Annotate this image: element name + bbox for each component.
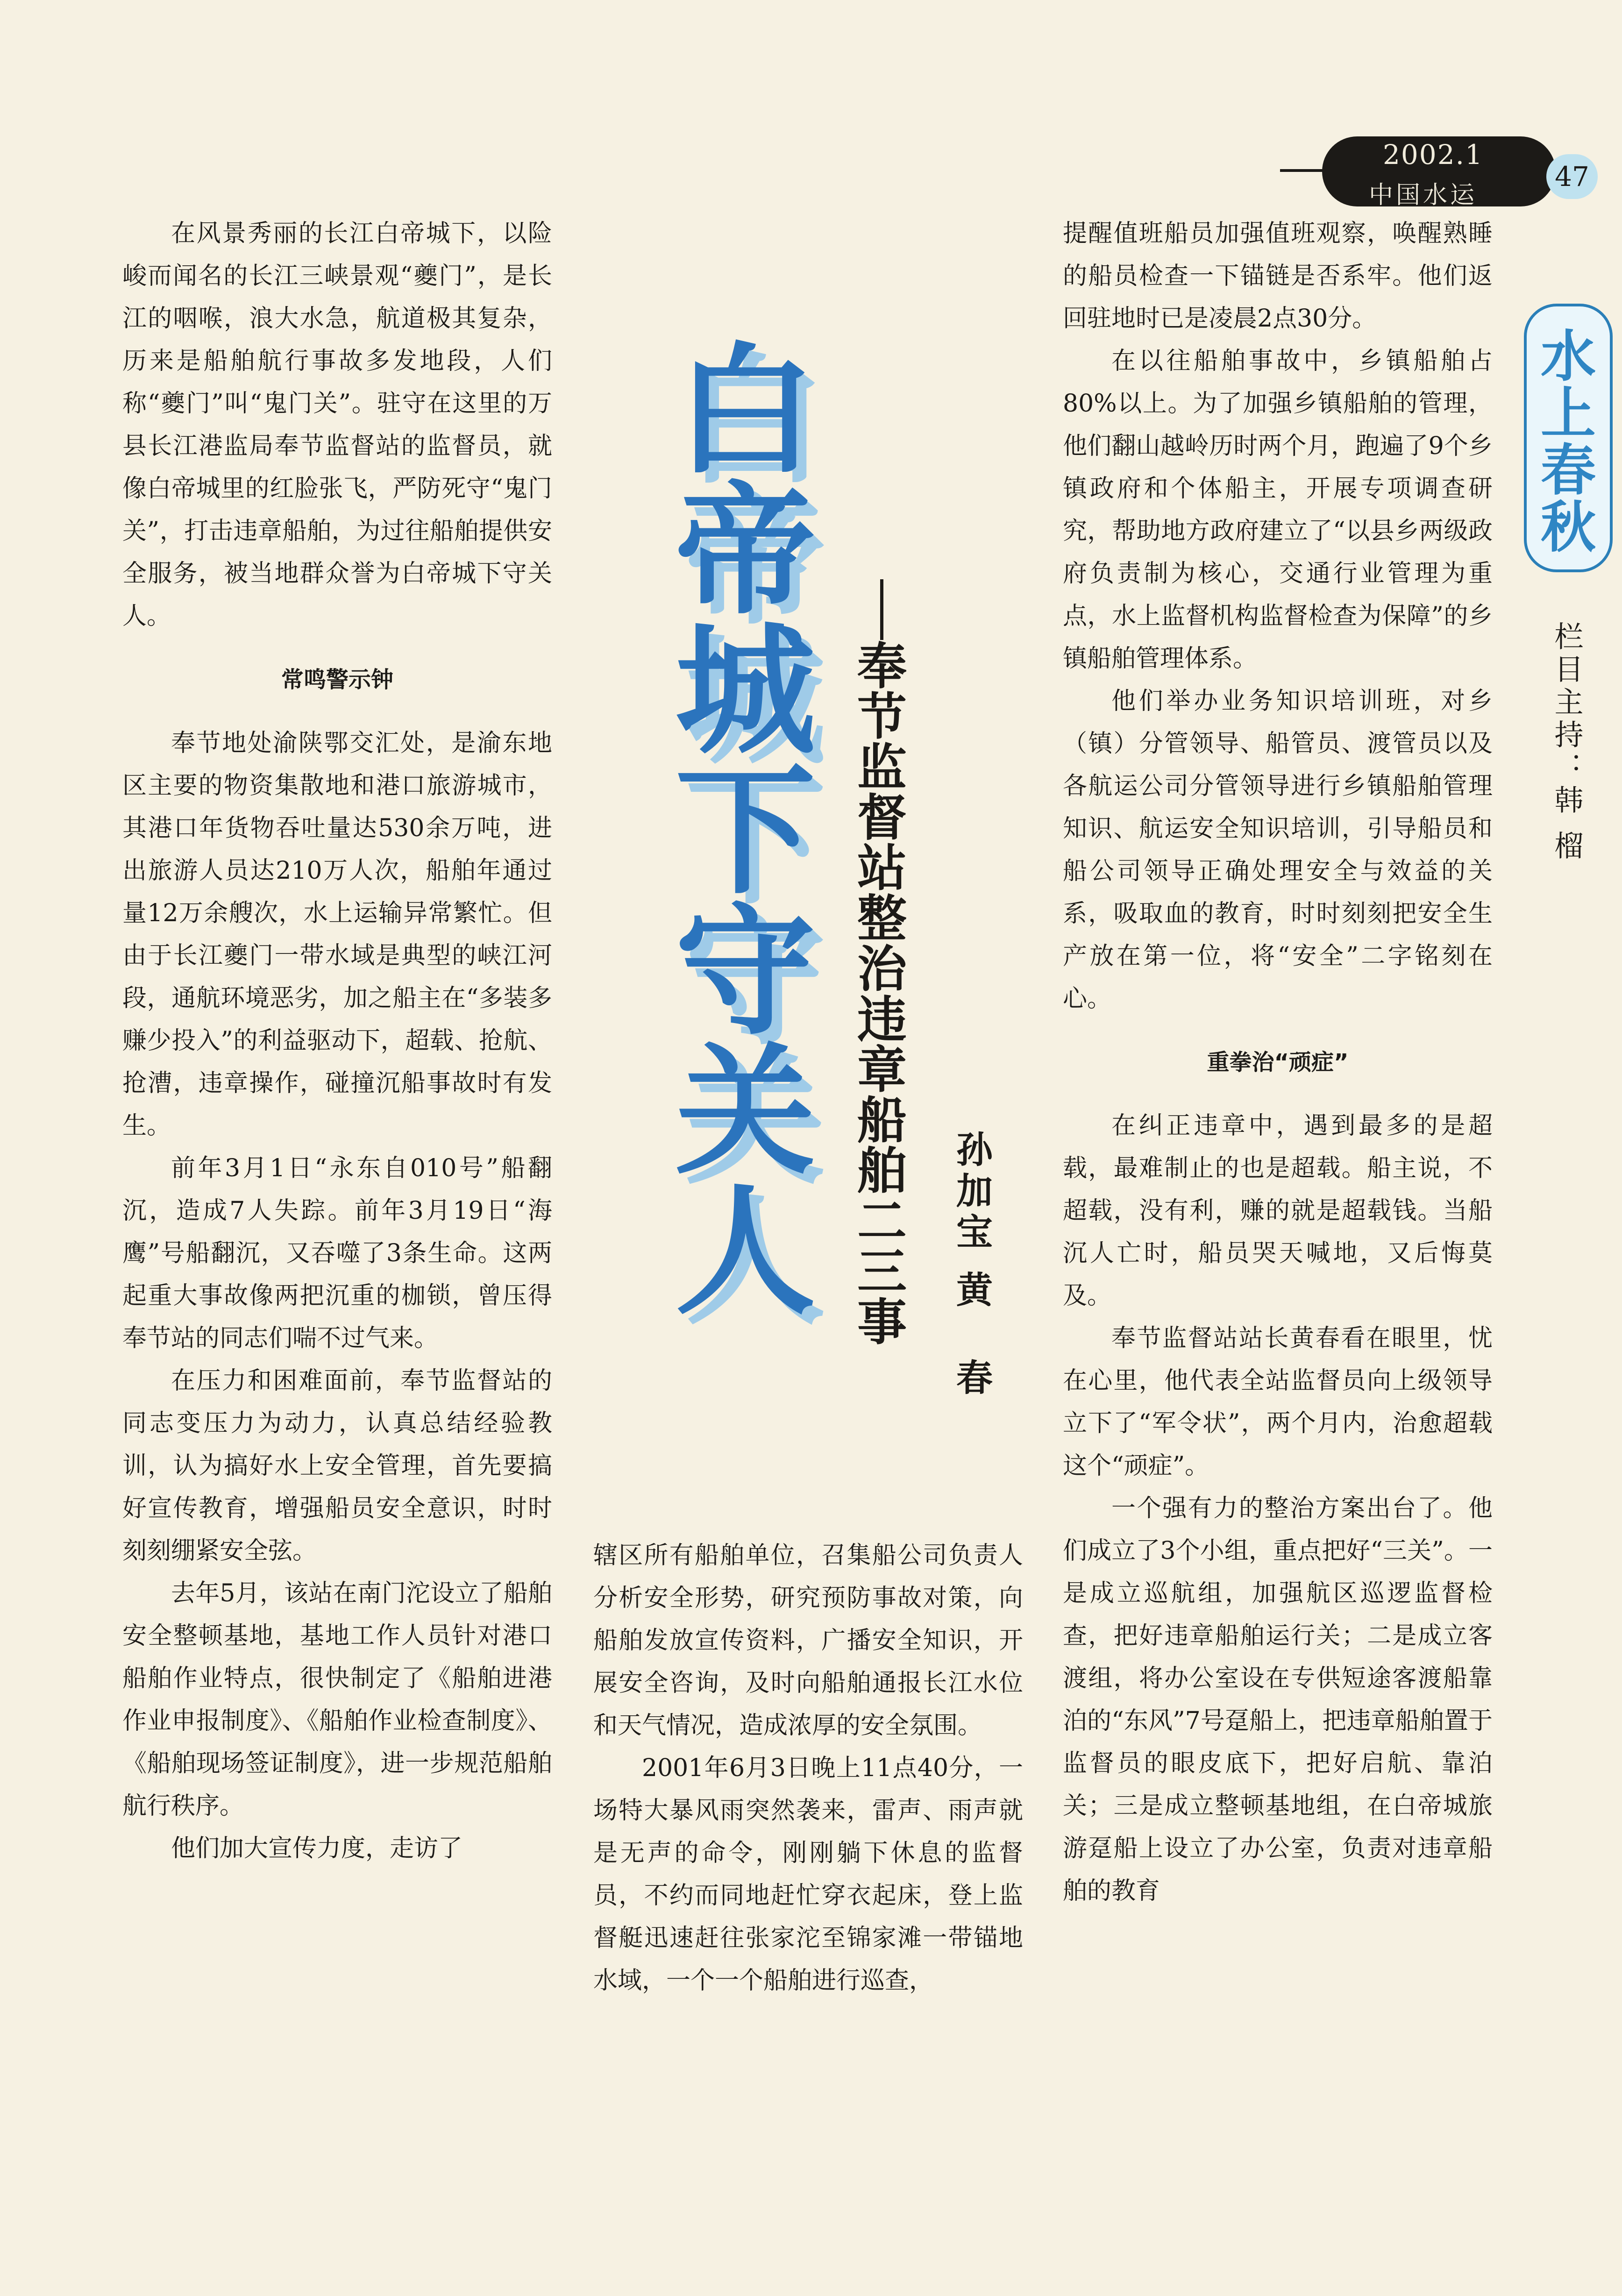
paragraph: 一个强有力的整治方案出台了。他们成立了3个小组，重点把好“三关”。一是成立巡航组，加强航区巡逻监督检查，把好违章船舶运行关；二是成立客渡组，将办公室设在专供短途客渡船靠泊的“东风”7号趸船上，把违章船舶置于监督员的眼皮底下，把好启航、靠泊关；三是成立整顿基地组，在白帝城旅游趸船上设立了办公室，负责对违章船舶的教育 (1063, 1494, 1493, 1905)
paragraph: 去年5月，该站在南门沱设立了船舶安全整顿基地，基地工作人员针对港口船舶作业特点，很快制定了《船舶进港作业申报制度》、《船舶作业检查制度》、《船舶现场签证制度》，进一步规范船舶航行秩序。 (122, 1579, 552, 1820)
paragraph: 前年3月1日“永东自010号”船翻沉，造成7人失踪。前年3月19日“海鹰”号船翻沉，又吞噬了3条生命。这两起重大事故像两把沉重的枷锁，曾压得奉节站的同志们喘不过气来。 (122, 1154, 552, 1352)
subtitle-dash (880, 579, 883, 640)
page-number: 47 (1546, 154, 1598, 199)
section-heading: 重拳治“顽症” (1207, 1049, 1349, 1075)
paragraph: 在压力和困难面前，奉节监督站的同志变压力为动力，认真总结经验教训，认为搞好水上安全管理，首先要搞好宣传教育，增强船员安全意识，时时刻刻绷紧安全弦。 (122, 1367, 552, 1565)
section-heading: 常鸣警示钟 (281, 667, 393, 693)
column-host: 栏目主持：韩 榴 (1550, 621, 1584, 863)
paragraph: 他们加大宣传力度，走访了 (171, 1834, 463, 1862)
paragraph: 在以往船舶事故中，乡镇船舶占80%以上。为了加强乡镇船舶的管理，他们翻山越岭历时两个月，跑遍了9个乡镇政府和个体船主，开展专项调查研究，帮助地方政府建立了“以县乡两级政府负责制为核心，交通行业管理为重点，水上监督机构监督检查为保障”的乡镇船舶管理体系。 (1063, 347, 1493, 673)
author-2: 黄春 (950, 1271, 992, 1446)
article-title: 白帝城下守关人 (652, 336, 815, 1317)
text-column-2 (593, 1535, 1023, 2002)
paragraph: 在风景秀丽的长江白帝城下，以险峻而闻名的长江三峡景观“夔门”，是长江的咽喉，浪大水急，航道极其复杂，历来是船舶航行事故多发地段，人们称“夔门”叫“鬼门关”。驻守在这里的万县长江港监局奉节监督站的监督员，就像白帝城里的红脸张飞，严防死守“鬼门关”，打击违章船舶，为过往船舶提供安全服务，被当地群众誉为白帝城下守关人。 (122, 220, 552, 630)
paragraph: 提醒值班船员加强值班观察，唤醒熟睡的船员检查一下锚链是否系牢。他们返回驻地时已是凌晨2点30分。 (1063, 220, 1493, 333)
text-column-3 (1063, 213, 1493, 1912)
article-subtitle: 奉节监督站整治违章船舶二三事 (849, 640, 907, 1346)
paragraph: 奉节监督站站长黄春看在眼里，忧在心里，他代表全站监督员向上级领导立下了“军令状”，两个月内，治愈超载这个“顽症”。 (1063, 1324, 1493, 1480)
paragraph: 辖区所有船舶单位，召集船公司负责人分析安全形势，研究预防事故对策，向船舶发放宣传资料，广播安全知识，开展安全咨询，及时向船舶通报长江水位和天气情况，造成浓厚的安全氛围。 (593, 1542, 1023, 1740)
text-column-1 (122, 213, 552, 1870)
paragraph: 奉节地处渝陕鄂交汇处，是渝东地区主要的物资集散地和港口旅游城市，其港口年货物吞吐量达530余万吨，进出旅游人员达210万人次，船舶年通过量12万余艘次，水上运输异常繁忙。但由于长江夔门一带水域是典型的峡江河段，通航环境恶劣，加之船主在“多装多赚少投入”的利益驱动下，超载、抢航、抢漕，违章操作，碰撞沉船事故时有发生。 (122, 729, 552, 1140)
paragraph: 在纠正违章中，遇到最多的是超载，最难制止的也是超载。船主说，不超载，没有利，赚的就是超载钱。当船沉人亡时，船员哭天喊地，又后悔莫及。 (1063, 1112, 1493, 1310)
paragraph: 2001年6月3日晚上11点40分，一场特大暴风雨突然袭来，雷声、雨声就是无声的命令，刚刚躺下休息的监督员，不约而同地赶忙穿衣起床，登上监督艇迅速赶往张家沱至锦家滩一带锚地水域，一个一个船舶进行巡查， (593, 1754, 1023, 1995)
author-1: 孙加宝 (950, 1130, 992, 1254)
magazine-name: 中国水运 (1369, 181, 1478, 209)
issue-date: 2002.1 (1383, 139, 1483, 171)
paragraph: 他们举办业务知识培训班，对乡（镇）分管领导、船管员、渡管员以及各航运公司分管领导进行乡镇船舶管理知识、航运安全知识培训，引导船员和船公司领导正确处理安全与效益的关系，吸取血的教育，时时刻刻把安全生产放在第一位，将“安全”二字铭刻在心。 (1063, 687, 1493, 1013)
column-name: 水上春秋 (1531, 327, 1596, 555)
